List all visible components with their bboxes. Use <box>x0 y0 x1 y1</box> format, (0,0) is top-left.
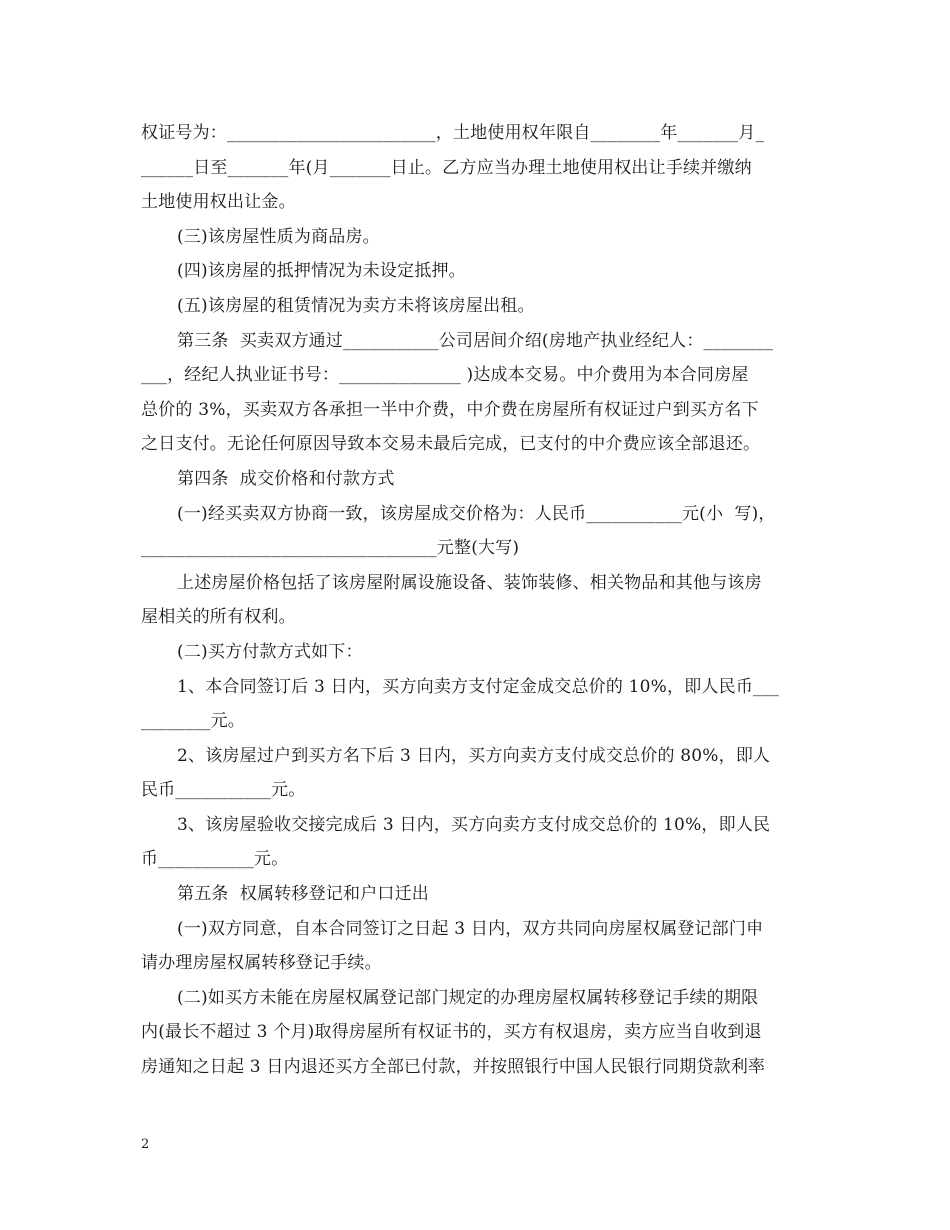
page-number: 2 <box>141 1137 150 1152</box>
text-line: 总价的 3%，买卖双方各承担一半中介费，中介费在房屋所有权证过户到买方名下 <box>141 399 759 420</box>
text-line: 房通知之日起 3 日内退还买方全部已付款，并按照银行中国人民银行同期贷款利率 <box>141 1057 766 1078</box>
text-line: (四)该房屋的抵押情况为未设定抵押。 <box>177 261 466 282</box>
text-line: (一)经买卖双方协商一致，该房屋成交价格为：人民币___________元(小 写)， <box>177 503 776 524</box>
text-line: (二)买方付款方式如下： <box>177 641 363 662</box>
text-line: 土地使用权出让金。 <box>141 192 296 213</box>
text-line: 第四条 成交价格和付款方式 <box>177 468 395 489</box>
contract-body-text <box>141 116 831 1085</box>
text-line: (二)如买方未能在房屋权属登记部门规定的办理房屋权属转移登记手续的期限 <box>177 987 759 1008</box>
text-line: 第三条 买卖双方通过___________公司居间介绍(房地产执业经纪人：________ <box>177 330 774 351</box>
text-line: (五)该房屋的租赁情况为卖方未将该房屋出租。 <box>177 295 535 316</box>
text-line: (一)双方同意，自本合同签订之日起 3 日内，双方共同向房屋权属登记部门申 <box>177 918 764 939</box>
text-line: (三)该房屋性质为商品房。 <box>177 226 380 247</box>
text-line: 第五条 权属转移登记和户口迁出 <box>177 884 430 905</box>
text-line: 币___________元。 <box>141 849 289 870</box>
text-line: ___，经纪人执业证书号：______________ )达成本交易。中介费用为本合同房屋 <box>141 365 749 386</box>
text-line: ______日至_______年(月_______日止。乙方应当办理土地使用权出让手续并缴纳 <box>141 157 752 178</box>
text-line: 权证号为：________________________，土地使用权年限自________年_______月_ <box>141 123 765 143</box>
text-line: 2、该房屋过户到买方名下后 3 日内，买方向卖方支付成交总价的 80%，即人 <box>177 745 771 766</box>
text-line: 3、该房屋验收交接完成后 3 日内，买方向卖方支付成交总价的 10%，即人民 <box>177 814 771 835</box>
text-line: 屋相关的所有权利。 <box>141 607 296 628</box>
text-line: 内(最长不超过 3 个月)取得房屋所有权证书的，买方有权退房，卖方应当自收到退 <box>141 1022 762 1043</box>
text-line: 请办理房屋权属转移登记手续。 <box>141 953 382 974</box>
text-line: 上述房屋价格包括了该房屋附属设施设备、装饰装修、相关物品和其他与该房 <box>177 572 762 593</box>
text-line: 民币___________元。 <box>141 780 306 801</box>
text-line: __________________________________元整(大写) <box>141 538 520 559</box>
text-line: 1、本合同签订后 3 日内，买方向卖方支付定金成交总价的 10%，即人民币___ <box>177 676 780 697</box>
text-line: 之日支付。无论任何原因导致本交易未最后完成，已支付的中介费应该全部退还。 <box>141 434 761 455</box>
text-line: ________元。 <box>141 711 245 732</box>
